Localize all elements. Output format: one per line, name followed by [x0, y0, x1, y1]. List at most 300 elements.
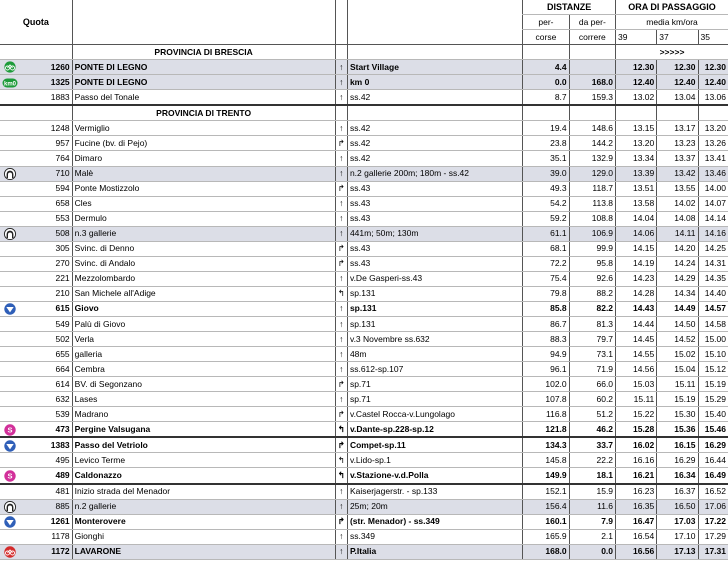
header-distanze: DISTANZE — [523, 0, 616, 15]
route-rows — [0, 45, 728, 560]
route-row — [0, 332, 728, 347]
svg-text:S: S — [7, 471, 13, 481]
row-time-37: 12.30 — [657, 60, 698, 75]
province-alt-cell — [21, 45, 73, 60]
row-time-35: 14.35 — [698, 271, 728, 286]
row-road: n.2 gallerie 200m; 180m - ss.42 — [347, 166, 522, 181]
km0-icon — [2, 77, 18, 89]
row-direction: ↑ — [335, 484, 347, 500]
row-location: Cles — [72, 196, 335, 211]
row-time-37: 14.20 — [657, 241, 698, 256]
row-altitude: 632 — [21, 392, 73, 407]
row-road: v.Stazione-v.d.Polla — [347, 468, 522, 484]
row-distance-remaining: 51.2 — [569, 407, 615, 422]
route-row — [0, 241, 728, 256]
row-altitude: 594 — [21, 181, 73, 196]
route-row — [0, 544, 728, 559]
row-time-35: 15.40 — [698, 407, 728, 422]
row-distance-remaining — [569, 60, 615, 75]
row-time-39: 14.06 — [616, 226, 657, 241]
row-location: n.2 gallerie — [72, 499, 335, 514]
row-icon-cell — [0, 316, 21, 331]
row-road: ss.43 — [347, 196, 522, 211]
row-time-37: 15.19 — [657, 392, 698, 407]
row-icon-cell — [0, 75, 21, 90]
row-distance-covered: 96.1 — [523, 362, 569, 377]
row-time-35: 13.41 — [698, 151, 728, 166]
row-altitude: 508 — [21, 226, 73, 241]
row-distance-covered: 168.0 — [523, 544, 569, 559]
route-row — [0, 392, 728, 407]
row-distance-remaining: 7.9 — [569, 514, 615, 529]
row-altitude: 539 — [21, 407, 73, 422]
province-alt-cell — [21, 105, 73, 121]
row-distance-remaining: 129.0 — [569, 166, 615, 181]
province-t2-cell — [657, 105, 698, 121]
row-icon-cell — [0, 377, 21, 392]
row-icon-cell — [0, 166, 21, 181]
row-road: ss.43 — [347, 256, 522, 271]
row-time-39: 14.55 — [616, 347, 657, 362]
row-icon-cell — [0, 226, 21, 241]
route-row — [0, 121, 728, 136]
row-icon-cell — [0, 301, 21, 316]
sprint-icon — [2, 470, 18, 482]
route-row — [0, 90, 728, 106]
row-time-37: 13.55 — [657, 181, 698, 196]
row-location: PONTE DI LEGNO — [72, 60, 335, 75]
row-distance-covered: 75.4 — [523, 271, 569, 286]
row-icon-cell — [0, 256, 21, 271]
row-time-35: 14.40 — [698, 286, 728, 301]
row-time-35: 15.10 — [698, 347, 728, 362]
route-row — [0, 437, 728, 453]
row-direction: ↱ — [335, 514, 347, 529]
row-location: Verla — [72, 332, 335, 347]
row-icon-cell — [0, 422, 21, 438]
row-icon-cell — [0, 407, 21, 422]
row-direction: ↰ — [335, 468, 347, 484]
row-altitude: 664 — [21, 362, 73, 377]
header-ora: ORA DI PASSAGGIO — [616, 0, 728, 15]
row-altitude: 489 — [21, 468, 73, 484]
row-time-35: 13.06 — [698, 90, 728, 106]
row-time-39: 15.28 — [616, 422, 657, 438]
row-road: v.Lido-sp.1 — [347, 453, 522, 468]
row-distance-covered: 23.8 — [523, 136, 569, 151]
row-location: galleria — [72, 347, 335, 362]
row-location: LAVARONE — [72, 544, 335, 559]
row-altitude: 1383 — [21, 437, 73, 453]
route-row — [0, 468, 728, 484]
row-time-37: 16.29 — [657, 453, 698, 468]
province-d2-cell — [569, 105, 615, 121]
province-d1-cell — [523, 45, 569, 60]
province-row — [0, 45, 728, 60]
row-distance-remaining: 71.9 — [569, 362, 615, 377]
row-direction: ↑ — [335, 499, 347, 514]
row-time-35: 17.29 — [698, 529, 728, 544]
row-time-37: 15.30 — [657, 407, 698, 422]
row-location: Dimaro — [72, 151, 335, 166]
row-icon-cell — [0, 286, 21, 301]
route-row — [0, 60, 728, 75]
row-time-37: 15.02 — [657, 347, 698, 362]
row-distance-covered: 4.4 — [523, 60, 569, 75]
row-road: 25m; 20m — [347, 499, 522, 514]
row-time-37: 14.50 — [657, 316, 698, 331]
row-distance-covered: 35.1 — [523, 151, 569, 166]
row-direction: ↑ — [335, 211, 347, 226]
row-time-35: 14.31 — [698, 256, 728, 271]
row-time-39: 14.15 — [616, 241, 657, 256]
row-time-35: 14.58 — [698, 316, 728, 331]
row-time-39: 14.45 — [616, 332, 657, 347]
row-location: Levico Terme — [72, 453, 335, 468]
row-direction: ↱ — [335, 407, 347, 422]
route-row — [0, 407, 728, 422]
header-dir-col — [335, 0, 347, 45]
row-road: v.De Gasperi-ss.43 — [347, 271, 522, 286]
row-location: Svinc. di Andalo — [72, 256, 335, 271]
row-distance-covered: 102.0 — [523, 377, 569, 392]
row-time-35: 15.19 — [698, 377, 728, 392]
row-location: Palù di Giovo — [72, 316, 335, 331]
row-time-39: 13.02 — [616, 90, 657, 106]
finish-icon — [2, 546, 18, 558]
row-distance-remaining: 132.9 — [569, 151, 615, 166]
row-icon-cell — [0, 211, 21, 226]
row-altitude: 549 — [21, 316, 73, 331]
row-road: km 0 — [347, 75, 522, 90]
start-icon — [2, 61, 18, 73]
row-road: sp.71 — [347, 392, 522, 407]
row-distance-covered: 8.7 — [523, 90, 569, 106]
row-time-39: 14.44 — [616, 316, 657, 331]
row-icon-cell — [0, 529, 21, 544]
header-da-line1: da per- — [578, 16, 606, 27]
row-distance-remaining: 66.0 — [569, 377, 615, 392]
row-location: Vermiglio — [72, 121, 335, 136]
row-distance-remaining: 113.8 — [569, 196, 615, 211]
row-distance-covered: 86.7 — [523, 316, 569, 331]
row-distance-remaining: 118.7 — [569, 181, 615, 196]
row-altitude: 1883 — [21, 90, 73, 106]
row-icon-cell — [0, 60, 21, 75]
row-icon-cell — [0, 121, 21, 136]
route-row — [0, 484, 728, 500]
row-distance-covered: 107.8 — [523, 392, 569, 407]
route-row — [0, 377, 728, 392]
province-icon-cell — [0, 105, 21, 121]
row-time-39: 14.23 — [616, 271, 657, 286]
row-distance-remaining: 11.6 — [569, 499, 615, 514]
row-time-37: 16.50 — [657, 499, 698, 514]
row-distance-remaining: 22.2 — [569, 453, 615, 468]
row-distance-remaining: 0.0 — [569, 544, 615, 559]
row-distance-remaining: 168.0 — [569, 75, 615, 90]
row-time-37: 16.15 — [657, 437, 698, 453]
row-time-35: 16.49 — [698, 468, 728, 484]
row-location: San Michele all'Adige — [72, 286, 335, 301]
row-time-37: 14.24 — [657, 256, 698, 271]
province-road-cell — [347, 45, 522, 60]
row-time-39: 16.23 — [616, 484, 657, 500]
row-time-39: 13.51 — [616, 181, 657, 196]
header-media: media km/ora — [616, 15, 728, 30]
header-per-2: corse — [523, 30, 569, 45]
row-time-35: 17.06 — [698, 499, 728, 514]
row-direction: ↰ — [335, 422, 347, 438]
row-road: ss.43 — [347, 211, 522, 226]
row-time-35: 15.46 — [698, 422, 728, 438]
row-time-35: 16.29 — [698, 437, 728, 453]
row-time-37: 16.34 — [657, 468, 698, 484]
row-road: Kaiserjagerstr. - sp.133 — [347, 484, 522, 500]
row-location: Passo del Tonale — [72, 90, 335, 106]
row-icon-cell — [0, 453, 21, 468]
row-time-35: 15.00 — [698, 332, 728, 347]
row-time-35: 15.12 — [698, 362, 728, 377]
header-speed-37: 37 — [657, 30, 698, 45]
row-road: ss.349 — [347, 529, 522, 544]
row-time-37: 16.37 — [657, 484, 698, 500]
row-road: 48m — [347, 347, 522, 362]
row-direction: ↑ — [335, 60, 347, 75]
row-time-37: 15.11 — [657, 377, 698, 392]
route-row — [0, 256, 728, 271]
row-distance-covered: 160.1 — [523, 514, 569, 529]
row-time-39: 16.21 — [616, 468, 657, 484]
row-time-37: 13.37 — [657, 151, 698, 166]
row-direction: ↰ — [335, 286, 347, 301]
row-distance-covered: 79.8 — [523, 286, 569, 301]
row-road: v.Dante-sp.228-sp.12 — [347, 422, 522, 438]
row-time-39: 12.40 — [616, 75, 657, 90]
row-time-35: 14.16 — [698, 226, 728, 241]
row-icon-cell — [0, 514, 21, 529]
row-direction: ↱ — [335, 437, 347, 453]
row-direction: ↑ — [335, 151, 347, 166]
row-time-39: 13.34 — [616, 151, 657, 166]
row-road: Compet-sp.11 — [347, 437, 522, 453]
row-time-35: 13.46 — [698, 166, 728, 181]
row-direction: ↱ — [335, 136, 347, 151]
row-icon-cell — [0, 392, 21, 407]
route-row — [0, 316, 728, 331]
row-road: sp.131 — [347, 286, 522, 301]
row-altitude: 270 — [21, 256, 73, 271]
row-direction: ↑ — [335, 544, 347, 559]
row-distance-covered: 72.2 — [523, 256, 569, 271]
gpm-icon — [2, 440, 18, 452]
row-direction: ↰ — [335, 453, 347, 468]
row-icon-cell — [0, 181, 21, 196]
route-row — [0, 422, 728, 438]
province-icon-cell — [0, 45, 21, 60]
row-direction: ↱ — [335, 256, 347, 271]
row-time-37: 14.11 — [657, 226, 698, 241]
province-road-cell — [347, 105, 522, 121]
row-direction: ↱ — [335, 181, 347, 196]
row-distance-remaining: 73.1 — [569, 347, 615, 362]
row-time-37: 13.42 — [657, 166, 698, 181]
row-direction: ↑ — [335, 392, 347, 407]
row-time-37: 15.04 — [657, 362, 698, 377]
row-direction: ↑ — [335, 196, 347, 211]
row-time-35: 12.30 — [698, 60, 728, 75]
row-road: Start Village — [347, 60, 522, 75]
row-road: 441m; 50m; 130m — [347, 226, 522, 241]
row-distance-covered: 61.1 — [523, 226, 569, 241]
header-speed-39: 39 — [616, 30, 657, 45]
province-t3-cell — [698, 105, 728, 121]
row-altitude: 1178 — [21, 529, 73, 544]
route-row — [0, 514, 728, 529]
row-time-37: 17.10 — [657, 529, 698, 544]
row-icon-cell — [0, 347, 21, 362]
svg-text:S: S — [7, 425, 13, 435]
row-time-39: 14.56 — [616, 362, 657, 377]
province-row — [0, 105, 728, 121]
row-location: Lases — [72, 392, 335, 407]
row-location: Pergine Valsugana — [72, 422, 335, 438]
row-icon-cell — [0, 241, 21, 256]
row-distance-remaining: 92.6 — [569, 271, 615, 286]
row-distance-remaining: 148.6 — [569, 121, 615, 136]
row-direction: ↑ — [335, 347, 347, 362]
row-road: ss.42 — [347, 136, 522, 151]
row-distance-remaining: 60.2 — [569, 392, 615, 407]
row-road: sp.131 — [347, 301, 522, 316]
tunnel-icon — [2, 168, 18, 180]
route-row — [0, 226, 728, 241]
gpm-icon — [2, 303, 18, 315]
row-distance-covered: 19.4 — [523, 121, 569, 136]
row-time-35: 14.07 — [698, 196, 728, 211]
row-distance-covered: 134.3 — [523, 437, 569, 453]
row-time-39: 14.43 — [616, 301, 657, 316]
row-distance-remaining: 79.7 — [569, 332, 615, 347]
row-time-37: 17.13 — [657, 544, 698, 559]
row-distance-remaining: 18.1 — [569, 468, 615, 484]
row-time-39: 13.20 — [616, 136, 657, 151]
row-altitude: 957 — [21, 136, 73, 151]
province-dir-cell — [335, 105, 347, 121]
row-location: Dermulo — [72, 211, 335, 226]
row-time-37: 14.29 — [657, 271, 698, 286]
row-altitude: 210 — [21, 286, 73, 301]
row-icon-cell — [0, 499, 21, 514]
row-distance-remaining: 82.2 — [569, 301, 615, 316]
row-icon-cell — [0, 362, 21, 377]
tunnel-icon — [2, 228, 18, 240]
row-location: Fucine (bv. di Pejo) — [72, 136, 335, 151]
row-distance-remaining: 15.9 — [569, 484, 615, 500]
row-time-37: 13.04 — [657, 90, 698, 106]
row-distance-remaining: 33.7 — [569, 437, 615, 453]
header-per — [523, 15, 569, 30]
row-altitude: 473 — [21, 422, 73, 438]
row-distance-remaining: 88.2 — [569, 286, 615, 301]
row-direction: ↑ — [335, 332, 347, 347]
row-location: Mezzolombardo — [72, 271, 335, 286]
gpm-icon — [2, 516, 18, 528]
row-time-39: 16.56 — [616, 544, 657, 559]
row-location: n.3 gallerie — [72, 226, 335, 241]
header-speed-35: 35 — [698, 30, 728, 45]
row-time-37: 13.23 — [657, 136, 698, 151]
row-time-37: 15.36 — [657, 422, 698, 438]
row-direction: ↑ — [335, 121, 347, 136]
row-altitude: 764 — [21, 151, 73, 166]
row-icon-cell — [0, 271, 21, 286]
row-direction: ↱ — [335, 241, 347, 256]
row-icon-cell — [0, 332, 21, 347]
row-distance-remaining: 144.2 — [569, 136, 615, 151]
row-distance-remaining: 81.3 — [569, 316, 615, 331]
province-name: PROVINCIA DI TRENTO — [72, 105, 335, 121]
row-distance-remaining: 106.9 — [569, 226, 615, 241]
row-distance-covered: 152.1 — [523, 484, 569, 500]
header-name-col — [72, 0, 335, 45]
row-time-39: 16.02 — [616, 437, 657, 453]
row-time-39: 12.30 — [616, 60, 657, 75]
route-row — [0, 75, 728, 90]
row-road: v.Castel Rocca-v.Lungolago — [347, 407, 522, 422]
row-time-39: 14.19 — [616, 256, 657, 271]
row-time-35: 12.40 — [698, 75, 728, 90]
row-location: Ponte Mostizzolo — [72, 181, 335, 196]
row-altitude: 305 — [21, 241, 73, 256]
row-altitude: 553 — [21, 211, 73, 226]
row-altitude: 495 — [21, 453, 73, 468]
row-direction: ↑ — [335, 271, 347, 286]
row-location: Caldonazzo — [72, 468, 335, 484]
row-altitude: 1248 — [21, 121, 73, 136]
header-per-line1: per- — [538, 16, 554, 27]
row-time-39: 15.03 — [616, 377, 657, 392]
row-distance-covered: 85.8 — [523, 301, 569, 316]
row-altitude: 1172 — [21, 544, 73, 559]
row-road: v.3 Novembre ss.632 — [347, 332, 522, 347]
row-time-39: 16.16 — [616, 453, 657, 468]
row-location: Cembra — [72, 362, 335, 377]
row-time-37: 14.34 — [657, 286, 698, 301]
row-road: ss.43 — [347, 181, 522, 196]
row-location: Gionghi — [72, 529, 335, 544]
row-time-39: 16.47 — [616, 514, 657, 529]
row-distance-covered: 156.4 — [523, 499, 569, 514]
province-dir-cell — [335, 45, 347, 60]
row-time-39: 14.28 — [616, 286, 657, 301]
row-road: (str. Menador) - ss.349 — [347, 514, 522, 529]
row-distance-covered: 54.2 — [523, 196, 569, 211]
row-icon-cell — [0, 468, 21, 484]
route-row — [0, 151, 728, 166]
route-row — [0, 271, 728, 286]
row-location: BV. di Segonzano — [72, 377, 335, 392]
row-time-37: 12.40 — [657, 75, 698, 90]
sprint-icon — [2, 424, 18, 436]
row-road: sp.71 — [347, 377, 522, 392]
province-name: PROVINCIA DI BRESCIA — [72, 45, 335, 60]
row-road: ss.42 — [347, 90, 522, 106]
row-time-35: 17.22 — [698, 514, 728, 529]
row-altitude: 885 — [21, 499, 73, 514]
row-altitude: 614 — [21, 377, 73, 392]
row-time-39: 16.35 — [616, 499, 657, 514]
